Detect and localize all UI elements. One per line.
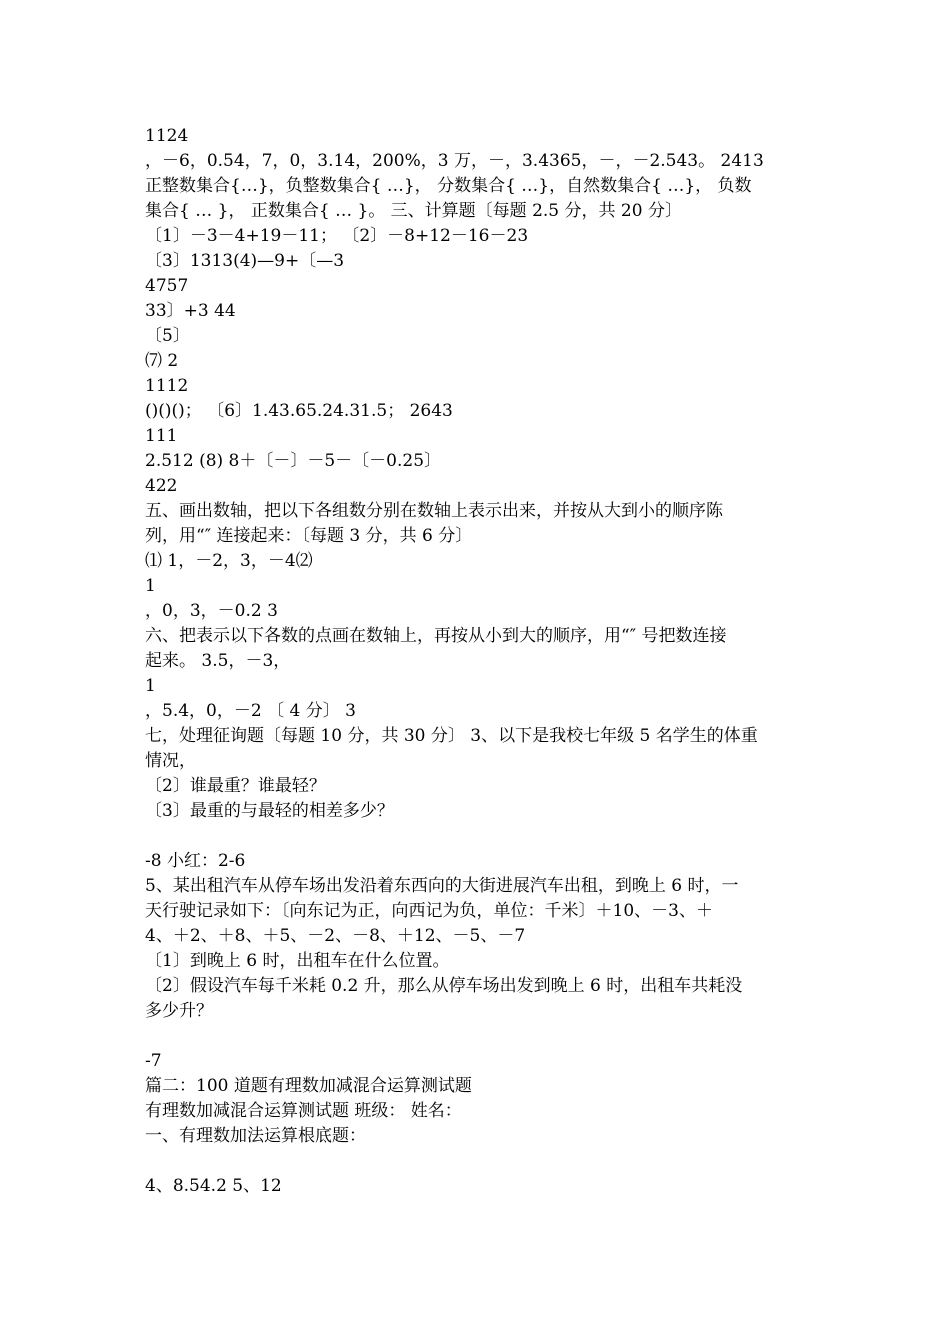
text-line: 列，用“″ 连接起来：〔每题 3 分，共 6 分〕 bbox=[145, 526, 473, 546]
text-line: 六、把表示以下各数的点画在数轴上，再按从小到大的顺序，用“″ 号把数连接 bbox=[145, 626, 727, 646]
text-line: 一、有理数加法运算根底题： bbox=[145, 1126, 366, 1146]
text-line: 五、画出数轴，把以下各组数分别在数轴上表示出来，并按从大到小的顺序陈 bbox=[145, 501, 723, 521]
text-line: 多少升？ bbox=[145, 1001, 213, 1021]
text-line: 4、＋2、＋8、＋5、－2、－8、＋12、－5、－7 bbox=[145, 926, 526, 946]
document-body bbox=[145, 124, 810, 1199]
text-line: 1124 bbox=[145, 126, 189, 146]
text-line: 1112 bbox=[145, 376, 189, 396]
blank-line bbox=[145, 1149, 810, 1174]
text-line: 〔2〕假设汽车每千米耗 0.2 升，那么从停车场出发到晚上 6 时，出租车共耗没 bbox=[145, 976, 743, 996]
text-line: 33〕+3 44 bbox=[145, 301, 236, 321]
text-line: 111 bbox=[145, 426, 178, 446]
text-line: ，5.4，0，－2 〔 4 分〕 3 bbox=[145, 701, 356, 721]
text-line: ，0，3，－0.2 3 bbox=[145, 601, 278, 621]
text-line: ，－6，0.54，7，0，3.14，200%，3 万，－，3.4365，－，－2.543。 2413 bbox=[145, 151, 764, 171]
text-line: 七，处理征询题〔每题 10 分，共 30 分〕 3、以下是我校七年级 5 名学生的体重 bbox=[145, 726, 758, 746]
blank-line bbox=[145, 824, 810, 849]
text-line: -8 小红：2-6 bbox=[145, 851, 246, 871]
text-line: 〔1〕到晚上 6 时，出租车在什么位置。 bbox=[145, 951, 450, 971]
blank-line bbox=[145, 1024, 810, 1049]
text-line: ()()()； 〔6〕1.43.65.24.31.5； 2643 bbox=[145, 401, 453, 421]
text-line: 正整数集合{…}，负整数集合{ …}， 分数集合{ …}，自然数集合{ …}， 负数 bbox=[145, 176, 752, 196]
text-line: 4、8.54.2 5、12 bbox=[145, 1176, 282, 1196]
text-line: 集合{ … }， 正数集合{ … }。 三、计算题〔每题 2.5 分，共 20 分〕 bbox=[145, 201, 682, 221]
text-line: 〔3〕1313(4)—9+〔—3 bbox=[145, 251, 345, 271]
section-title: 篇二：100 道题有理数加减混合运算测试题 bbox=[145, 1076, 472, 1096]
text-line: 4757 bbox=[145, 276, 189, 296]
text-line: ⑴ 1，－2，3，－4⑵ bbox=[145, 551, 313, 571]
text-line: -7 bbox=[145, 1051, 162, 1071]
text-line: 情况， bbox=[145, 751, 196, 771]
text-line: 起来。 3.5，－3， bbox=[145, 651, 291, 671]
text-line: 1 bbox=[145, 676, 156, 696]
text-line: 有理数加减混合运算测试题 班级： 姓名： bbox=[145, 1101, 462, 1121]
text-line: 422 bbox=[145, 476, 178, 496]
text-line: 〔3〕最重的与最轻的相差多少？ bbox=[145, 801, 394, 821]
text-line: 〔2〕谁最重？谁最轻？ bbox=[145, 776, 326, 796]
text-line: 天行驶记录如下：〔向东记为正，向西记为负，单位：千米〕＋10、－3、＋ bbox=[145, 901, 713, 921]
text-line: 5、某出租汽车从停车场出发沿着东西向的大街进展汽车出租，到晚上 6 时，一 bbox=[145, 876, 739, 896]
text-line: 1 bbox=[145, 576, 156, 596]
text-line: 2.512 (8) 8＋〔－〕－5－〔－0.25〕 bbox=[145, 451, 442, 471]
text-line: ⑺ 2 bbox=[145, 351, 179, 371]
text-line: 〔1〕－3－4+19－11； 〔2〕－8+12－16－23 bbox=[145, 226, 529, 246]
text-line: 〔5〕 bbox=[145, 326, 190, 346]
